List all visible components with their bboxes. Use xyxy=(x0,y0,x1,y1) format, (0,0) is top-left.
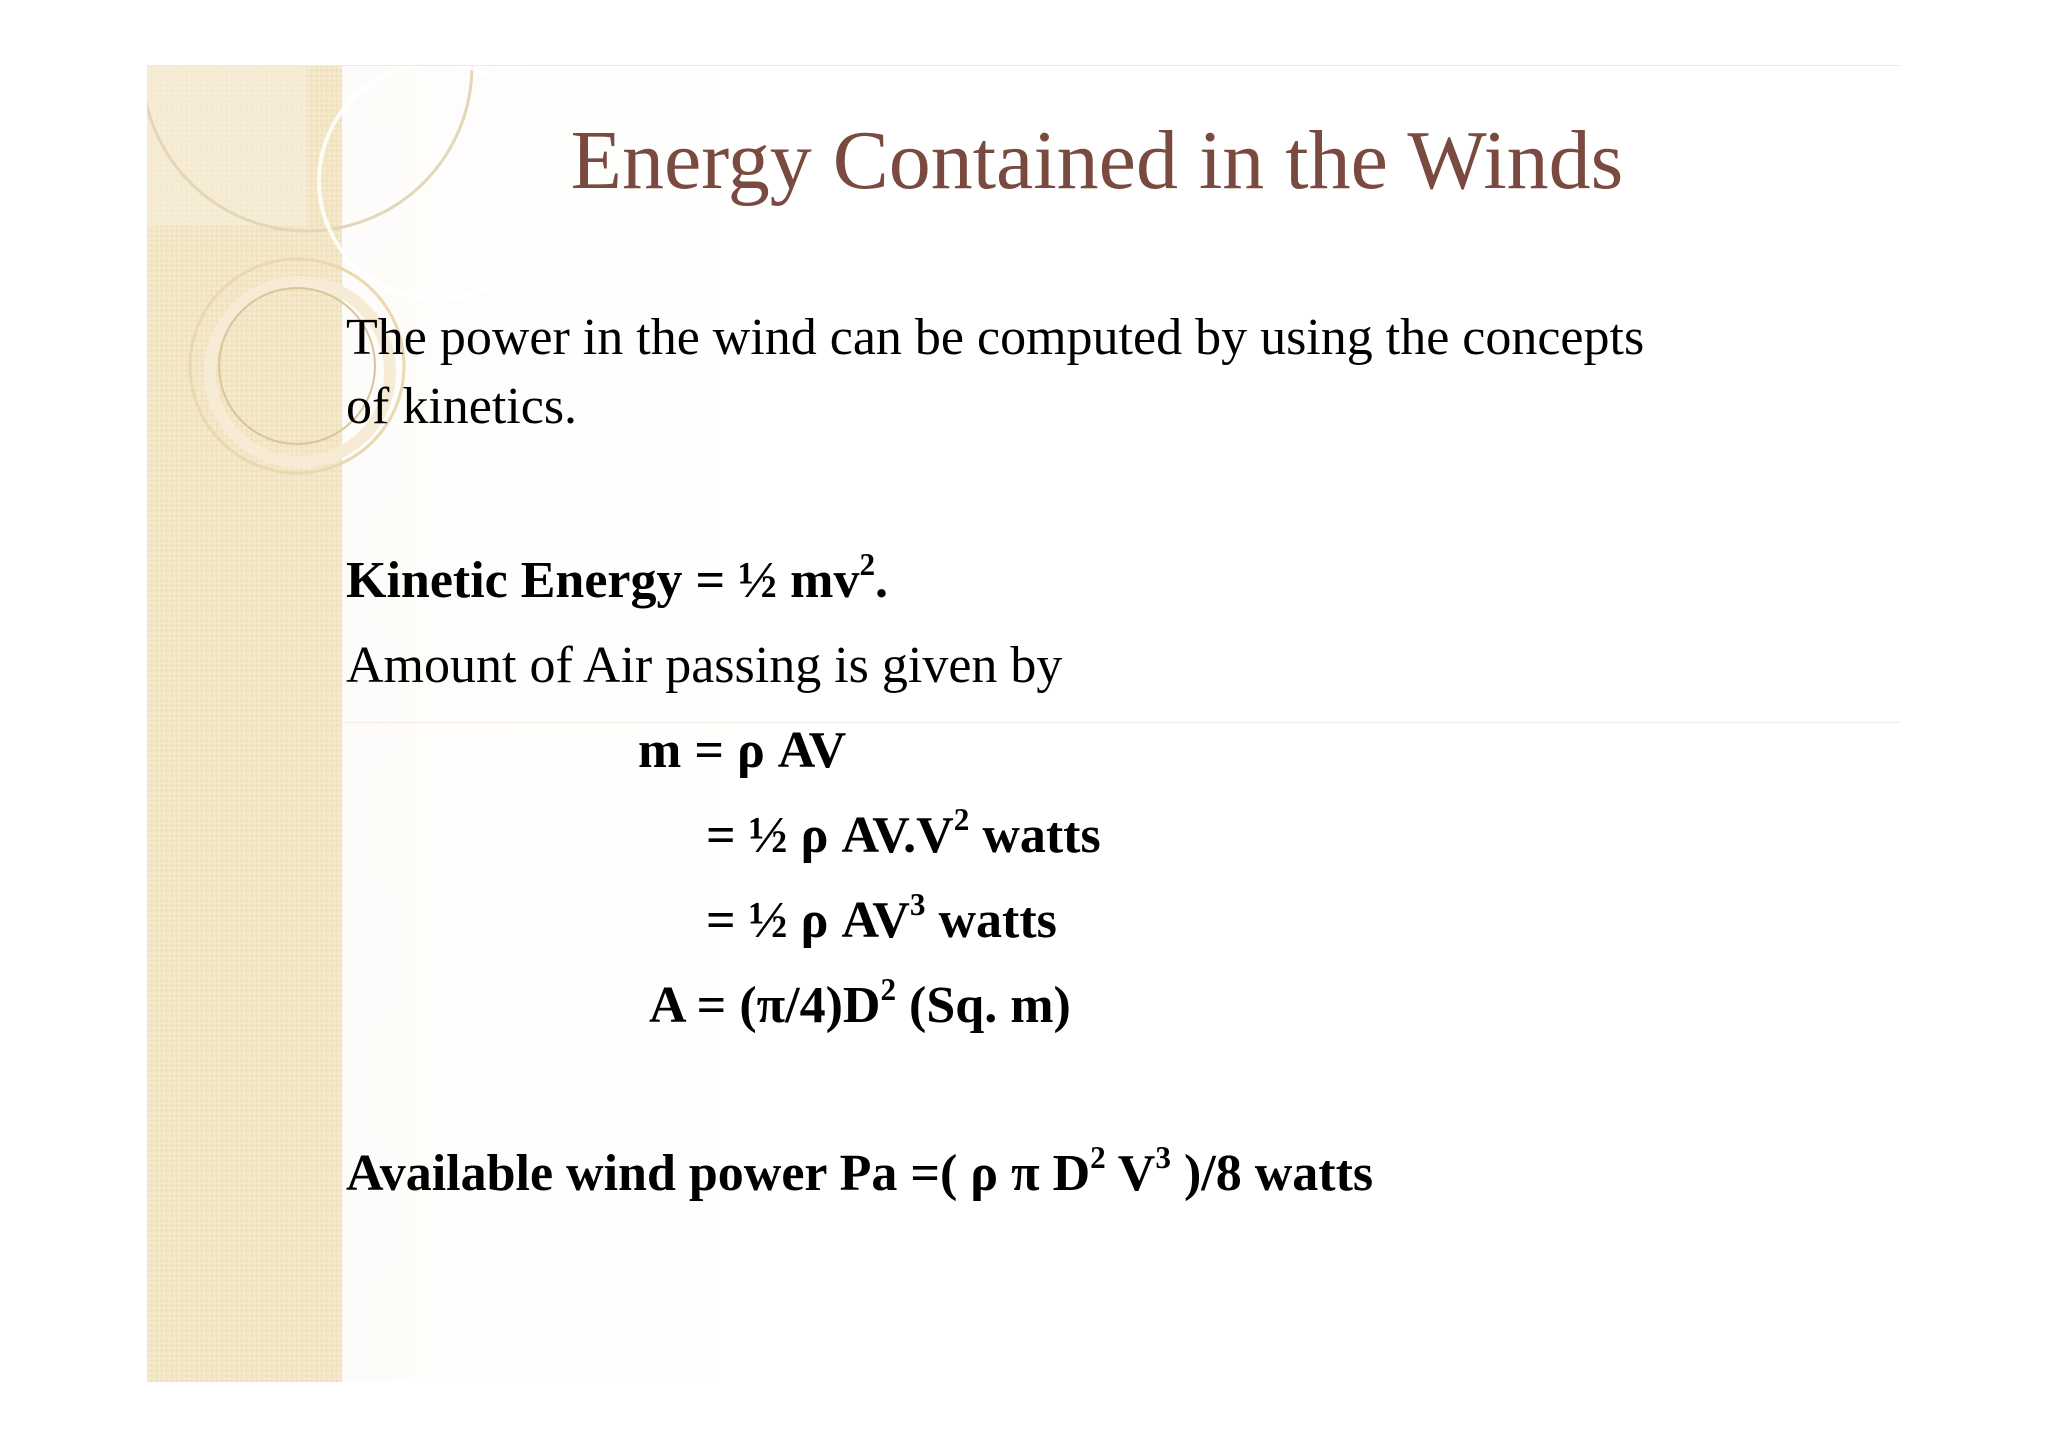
divider-line xyxy=(342,722,1900,723)
slide xyxy=(147,65,1900,1382)
amount-of-air-text: Amount of Air passing is given by xyxy=(346,637,1063,694)
kinetic-energy-formula: Kinetic Energy = ½ $mv^2$. xyxy=(346,547,889,609)
area-formula: $A = (\pi/4)D^2$ (Sq. m) xyxy=(649,972,1071,1034)
mass-formula: m = ρ AV xyxy=(638,722,847,779)
intro-line-2: of kinetics. xyxy=(346,378,578,435)
decorative-sidebar xyxy=(147,66,342,1382)
intro-line-1: The power in the wind can be computed by using the concepts xyxy=(346,309,1645,366)
power-formula-2: = ½ ρ $AV^3$ watts xyxy=(706,887,1057,949)
available-wind-power-formula: Available wind power Pa =( ρ π $D^2$ $V^3$ )/8 watts xyxy=(346,1140,1374,1202)
power-formula-1: = ½ ρ $AV.V^2$ watts xyxy=(706,802,1101,864)
slide-title: Energy Contained in the Winds xyxy=(570,114,1624,207)
